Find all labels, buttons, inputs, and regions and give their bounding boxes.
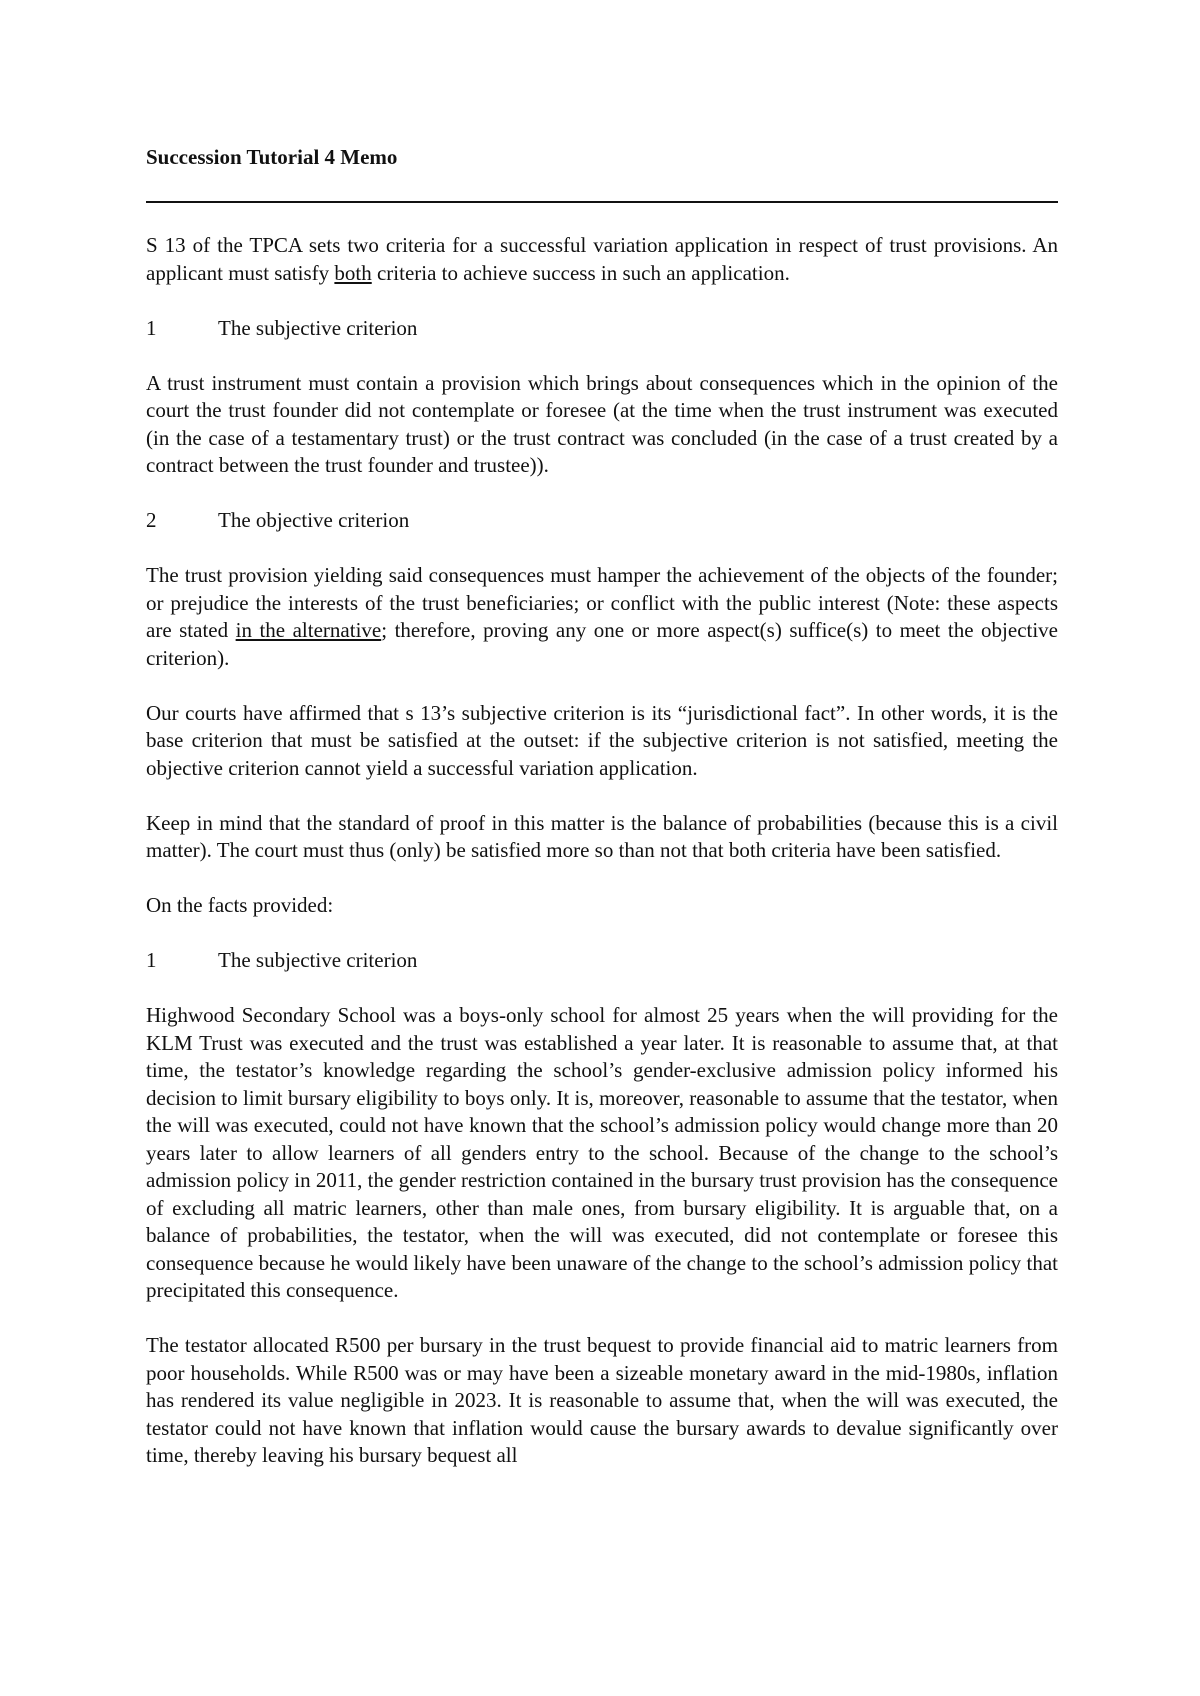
- subjective-criterion-paragraph: A trust instrument must contain a provision which brings about consequences which in the opinion of the court the trust founder did not contemplate or foresee (at the time when the trust instrument was executed (in the case of a testamentary trust) or the trust contract was concluded (in the case of a trust created by a contract between the trust founder and trustee)).: [146, 370, 1058, 477]
- emphasis-both: both: [334, 260, 372, 285]
- section-number: 1: [146, 948, 157, 972]
- objective-criterion-paragraph: The trust provision yielding said consequences must hamper the achievement of the objects of the founder; or prejudice the interests of the trust beneficiaries; or conflict with the public interest (Note: these aspects are stated in the alternative; therefore, proving any one or more aspect(s) suffice(s) to meet the objective criterion).: [146, 563, 1059, 670]
- section-heading-subjective: [146, 315, 1058, 343]
- document-title: Succession Tutorial 4 Memo: [146, 145, 398, 169]
- section-number: 2: [146, 508, 157, 532]
- section-title: The subjective criterion: [218, 948, 418, 972]
- standard-of-proof-paragraph: Keep in mind that the standard of proof in this matter is the balance of probabilities (because this is a civil matter). The court must thus (only) be satisfied more so than not that both criteria have been satisfied.: [146, 810, 1058, 862]
- section-number: 1: [146, 315, 157, 340]
- title-divider: [146, 201, 1058, 203]
- section-heading-objective: [146, 507, 1058, 535]
- facts-intro: On the facts provided:: [146, 893, 334, 917]
- bursary-value-paragraph: The testator allocated R500 per bursary in the trust bequest to provide financial aid to matric learners from poor households. While R500 was or may have been a sizeable monetary award in the mid-1980s, inflation has rendered its value negligible in 2023. It is reasonable to assume that, when the will was executed, the testator could not have known that inflation would cause the bursary awards to devalue significantly over time, thereby leaving his bursary bequest all: [146, 1333, 1058, 1467]
- document-body: [146, 232, 1058, 1497]
- highwood-paragraph: Highwood Secondary School was a boys-only school for almost 25 years when the will providing for the KLM Trust was executed and the trust was established a year later. It is reasonable to assume that, at that time, the testator’s knowledge regarding the school’s gender-exclusive admission policy informed his decision to limit bursary eligibility to boys only. It is, moreover, reasonable to assume that the testator, when the will was executed, could not have known that the school’s admission policy would change more than 20 years later to allow learners of all genders entry to the school. Because of the change to the school’s admission policy in 2011, the gender restriction contained in the bursary trust provision has the consequence of excluding all matric learners, other than male ones, from bursary eligibility. It is arguable that, on a balance of probabilities, the testator, when the will was executed, did not contemplate or foresee this consequence because he would likely have been unaware of the change to the school’s admission policy that precipitated this consequence.: [146, 1003, 1058, 1302]
- section-heading-facts-subjective: [146, 947, 1058, 975]
- emphasis-alternative: in the alternative: [235, 618, 382, 642]
- section-title: The subjective criterion: [218, 315, 418, 340]
- intro-paragraph: S 13 of the TPCA sets two criteria for a successful variation application in respect of trust provisions. An applicant must satisfy both criteria to achieve success in such an application.: [146, 233, 1058, 285]
- courts-paragraph: Our courts have affirmed that s 13’s subjective criterion is its “jurisdictional fact”. In other words, it is the base criterion that must be satisfied at the outset: if the subjective criterion is not satisfied, meeting the objective criterion cannot yield a successful variation application.: [146, 700, 1058, 780]
- section-title: The objective criterion: [218, 508, 410, 532]
